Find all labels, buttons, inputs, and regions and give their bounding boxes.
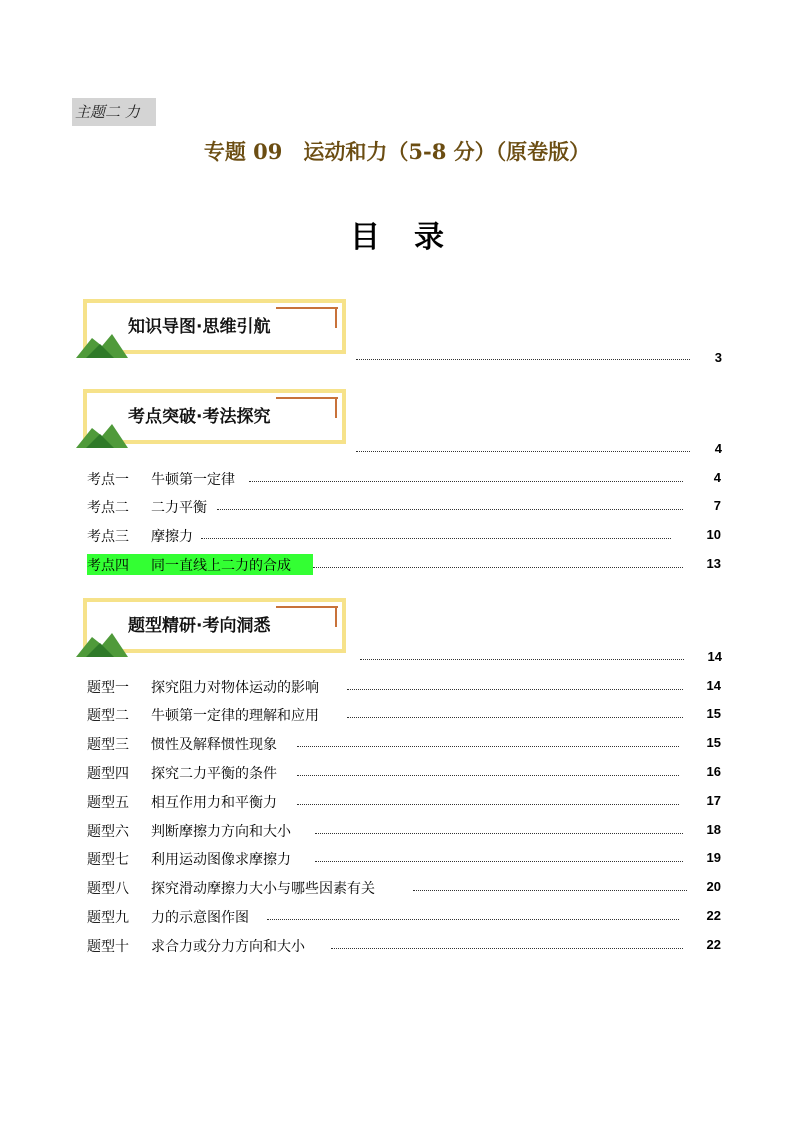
- toc-entry-dots: [347, 717, 683, 718]
- toc-entry-dots: [297, 775, 679, 776]
- toc-entry[interactable]: [87, 497, 727, 517]
- toc-entry-dots: [331, 948, 683, 949]
- toc-entry[interactable]: [87, 821, 727, 841]
- section-leader-dots: [360, 659, 684, 660]
- toc-entry-code: 题型八: [87, 881, 129, 897]
- section-page-number: 14: [707, 649, 722, 664]
- toc-entry[interactable]: [87, 878, 727, 898]
- toc-entry-code: 题型六: [87, 824, 129, 840]
- toc-entry[interactable]: [87, 792, 727, 812]
- toc-entry-code: 题型十: [87, 939, 129, 955]
- toc-entry-page: 15: [706, 706, 721, 721]
- toc-entry[interactable]: [87, 763, 727, 783]
- toc-entry-page: 22: [706, 937, 721, 952]
- toc-entry-code: 题型三: [87, 737, 129, 753]
- toc-entry-dots: [313, 567, 683, 568]
- toc-entry-text: 探究阻力对物体运动的影响: [151, 680, 319, 696]
- section-page-number: 4: [714, 441, 722, 456]
- toc-entry-text: 判断摩擦力方向和大小: [151, 824, 291, 840]
- toc-entry-code: 考点二: [87, 500, 129, 516]
- toc-entry-text: 摩擦力: [151, 529, 193, 545]
- toc-entry-code: 考点三: [87, 529, 129, 545]
- toc-entry-text: 二力平衡: [151, 500, 207, 516]
- toc-entry[interactable]: [87, 526, 727, 546]
- section-page-number: 3: [714, 350, 722, 365]
- toc-entry-page: 19: [706, 850, 721, 865]
- toc-entry-page: 13: [706, 556, 721, 571]
- toc-entry-dots: [217, 509, 683, 510]
- toc-entry-page: 15: [706, 735, 721, 750]
- toc-heading: 目录: [350, 220, 478, 255]
- toc-entry-text: 利用运动图像求摩擦力: [151, 852, 291, 868]
- toc-entry-page: 4: [713, 470, 721, 485]
- toc-entry[interactable]: [87, 907, 727, 927]
- toc-entry[interactable]: [87, 677, 727, 697]
- toc-entry-code: 题型九: [87, 910, 129, 926]
- toc-entry-text: 惯性及解释惯性现象: [151, 737, 277, 753]
- toc-entry-page: 20: [706, 879, 721, 894]
- toc-entry-dots: [315, 861, 683, 862]
- section-banner-label: 知识导图·思维引航: [128, 317, 271, 337]
- toc-entry-page: 10: [706, 527, 721, 542]
- toc-entry-text: 牛顿第一定律的理解和应用: [151, 708, 319, 724]
- toc-entry[interactable]: [87, 469, 727, 489]
- toc-entry-dots: [413, 890, 687, 891]
- topic-tag: 主题二 力: [72, 98, 156, 126]
- toc-entry-text: 牛顿第一定律: [151, 472, 235, 488]
- toc-entry-dots: [249, 481, 683, 482]
- page-title: 专题 09 运动和力（5-8 分）（原卷版）: [203, 139, 591, 164]
- toc-entry-text: 探究二力平衡的条件: [151, 766, 277, 782]
- toc-entry-page: 16: [706, 764, 721, 779]
- toc-entry-code: 题型四: [87, 766, 129, 782]
- toc-entry-dots: [267, 919, 679, 920]
- toc-entry-page: 17: [706, 793, 721, 808]
- toc-entry-dots: [347, 689, 683, 690]
- toc-entry-code: 题型七: [87, 852, 129, 868]
- toc-entry-dots: [315, 833, 683, 834]
- section-banner-label: 考点突破·考法探究: [128, 407, 271, 427]
- toc-entry-text: 求合力或分力方向和大小: [151, 939, 305, 955]
- toc-entry[interactable]: [87, 734, 727, 754]
- toc-entry-code: 题型五: [87, 795, 129, 811]
- section-banner-exam-points[interactable]: [76, 388, 356, 450]
- toc-entry-page: 18: [706, 822, 721, 837]
- toc-entry-dots: [297, 804, 679, 805]
- section-banner-question-types[interactable]: [76, 597, 356, 659]
- toc-entry-text: 力的示意图作图: [151, 910, 249, 926]
- toc-entry-page: 14: [706, 678, 721, 693]
- toc-entry-code: 考点一: [87, 472, 129, 488]
- toc-entry[interactable]: [87, 849, 727, 869]
- toc-entry-code: 题型一: [87, 680, 129, 696]
- toc-entry-highlighted[interactable]: [87, 555, 727, 575]
- toc-entry-page: 22: [706, 908, 721, 923]
- toc-entry-dots: [201, 538, 671, 539]
- toc-entry[interactable]: [87, 936, 727, 956]
- toc-entry-text: 相互作用力和平衡力: [151, 795, 277, 811]
- section-banner-knowledge-map[interactable]: [76, 298, 356, 360]
- toc-entry-text: 同一直线上二力的合成: [151, 558, 291, 574]
- section-banner-label: 题型精研·考向洞悉: [128, 616, 271, 636]
- toc-entry-page: 7: [713, 498, 721, 513]
- toc-entry-dots: [297, 746, 679, 747]
- toc-entry-code: 题型二: [87, 708, 129, 724]
- section-leader-dots: [356, 451, 690, 452]
- toc-entry[interactable]: [87, 705, 727, 725]
- section-leader-dots: [356, 359, 690, 360]
- toc-entry-code: 考点四: [87, 558, 129, 574]
- toc-entry-text: 探究滑动摩擦力大小与哪些因素有关: [151, 881, 375, 897]
